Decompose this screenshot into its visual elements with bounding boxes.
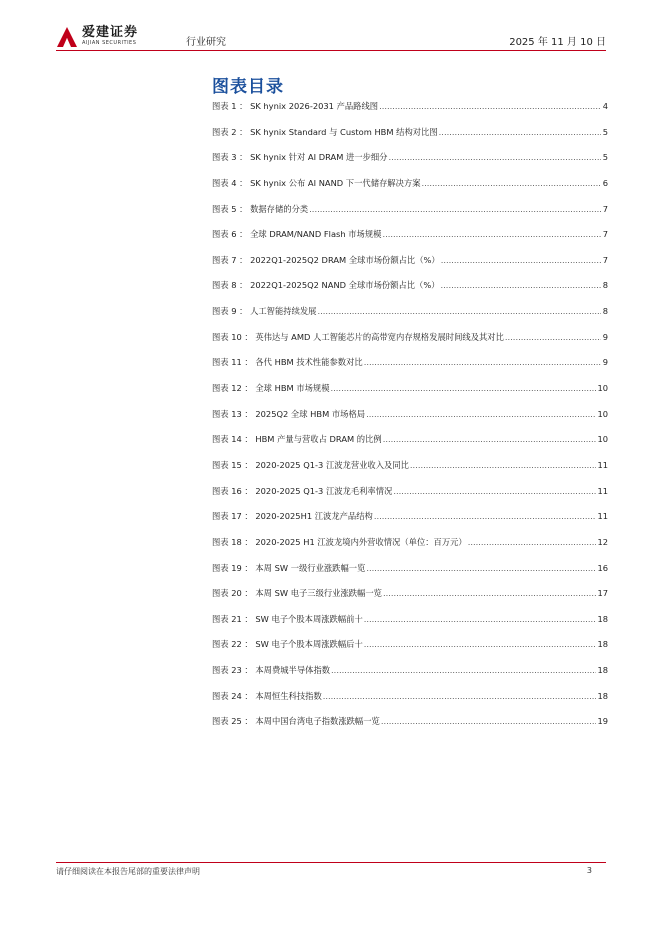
toc-entry-page: 18 bbox=[597, 639, 608, 650]
toc-entry-page: 10 bbox=[597, 408, 608, 419]
logo-mark-icon bbox=[56, 26, 78, 48]
toc-entry-label: 图表 24 ： 本周恒生科技指数 bbox=[212, 690, 322, 701]
toc-entry[interactable] bbox=[212, 634, 608, 660]
toc-entry[interactable] bbox=[212, 506, 608, 532]
toc-dot-leader bbox=[309, 199, 601, 219]
legal-disclaimer-note: 请仔细阅读在本报告尾部的重要法律声明 bbox=[56, 867, 200, 876]
toc-entry-label: 图表 17 ： 2020-2025H1 江波龙产品结构 bbox=[212, 511, 373, 522]
toc-entry[interactable] bbox=[212, 327, 608, 353]
report-date: 2025 年 11 月 10 日 bbox=[509, 37, 606, 48]
toc-dot-leader bbox=[364, 352, 601, 372]
toc-entry[interactable] bbox=[212, 352, 608, 378]
toc-dot-leader bbox=[364, 609, 597, 629]
toc-entry-label: 图表 3 ： SK hynix 针对 AI DRAM 进一步细分 bbox=[212, 152, 388, 163]
toc-entry[interactable] bbox=[212, 711, 608, 737]
toc-entry[interactable] bbox=[212, 404, 608, 430]
toc-dot-leader bbox=[441, 250, 601, 270]
toc-entry[interactable] bbox=[212, 301, 608, 327]
toc-dot-leader bbox=[381, 711, 597, 731]
toc-entry-label: 图表 20 ： 本周 SW 电子三级行业涨跌幅一览 bbox=[212, 588, 382, 599]
toc-entry-page: 9 bbox=[602, 331, 608, 342]
toc-entry[interactable] bbox=[212, 199, 608, 225]
toc-dot-leader bbox=[317, 301, 601, 321]
page-footer bbox=[56, 862, 606, 882]
toc-entry-label: 图表 19 ： 本周 SW 一级行业涨跌幅一览 bbox=[212, 562, 366, 573]
toc-entry-label: 图表 25 ： 本周中国台湾电子指数涨跌幅一览 bbox=[212, 716, 380, 727]
toc-entry[interactable] bbox=[212, 455, 608, 481]
toc-entry-page: 11 bbox=[597, 459, 608, 470]
toc-entry-label: 图表 23 ： 本周费城半导体指数 bbox=[212, 665, 331, 676]
toc-dot-leader bbox=[422, 173, 602, 193]
toc-dot-leader bbox=[382, 224, 601, 244]
toc-entry-label: 图表 8 ： 2022Q1-2025Q2 NAND 全球市场份额占比（%） bbox=[212, 280, 440, 291]
toc-dot-leader bbox=[505, 327, 601, 347]
toc-dot-leader bbox=[383, 429, 597, 449]
toc-dot-leader bbox=[364, 634, 597, 654]
toc-dot-leader bbox=[410, 455, 597, 475]
toc-entry-label: 图表 5 ： 数据存储的分类 bbox=[212, 203, 309, 214]
toc-entry-page: 8 bbox=[602, 306, 608, 317]
company-logo bbox=[56, 26, 138, 48]
toc-entry-label: 图表 15 ： 2020-2025 Q1-3 江波龙营业收入及同比 bbox=[212, 459, 409, 470]
toc-dot-leader bbox=[388, 147, 601, 167]
toc-dot-leader bbox=[383, 583, 596, 603]
toc-entry-label: 图表 14 ： HBM 产量与营收占 DRAM 的比例 bbox=[212, 434, 382, 445]
toc-entry-label: 图表 12 ： 全球 HBM 市场规模 bbox=[212, 383, 330, 394]
toc-entry-label: 图表 13 ： 2025Q2 全球 HBM 市场格局 bbox=[212, 408, 366, 419]
toc-entry-label: 图表 2 ： SK hynix Standard 与 Custom HBM 结构对比图 bbox=[212, 126, 438, 137]
report-section-label: 行业研究 bbox=[186, 37, 226, 48]
toc-dot-leader bbox=[331, 378, 597, 398]
toc-entry-label: 图表 16 ： 2020-2025 Q1-3 江波龙毛利率情况 bbox=[212, 485, 393, 496]
toc-entry-label: 图表 9 ： 人工智能持续发展 bbox=[212, 306, 317, 317]
toc-entry[interactable] bbox=[212, 481, 608, 507]
toc-entry-page: 7 bbox=[602, 229, 608, 240]
toc-entry-page: 19 bbox=[597, 716, 608, 727]
header-divider bbox=[56, 50, 606, 51]
toc-entry-page: 7 bbox=[602, 203, 608, 214]
toc-entry-page: 12 bbox=[597, 536, 608, 547]
toc-entry-page: 5 bbox=[602, 152, 608, 163]
toc-entry[interactable] bbox=[212, 532, 608, 558]
toc-entry-label: 图表 11 ： 各代 HBM 技术性能参数对比 bbox=[212, 357, 363, 368]
toc-dot-leader bbox=[366, 558, 596, 578]
toc-entry[interactable] bbox=[212, 583, 608, 609]
toc-entry[interactable] bbox=[212, 609, 608, 635]
toc-entry-label: 图表 18 ： 2020-2025 H1 江波龙境内外营收情况（单位：百万元） bbox=[212, 536, 467, 547]
toc-entry-label: 图表 4 ： SK hynix 公布 AI NAND 下一代储存解决方案 bbox=[212, 177, 421, 188]
footer-divider bbox=[56, 862, 606, 863]
toc-dot-leader bbox=[468, 532, 597, 552]
toc-dot-leader bbox=[366, 404, 596, 424]
toc-entry-page: 9 bbox=[602, 357, 608, 368]
toc-dot-leader bbox=[374, 506, 597, 526]
page-header bbox=[56, 26, 606, 54]
toc-entry-page: 11 bbox=[597, 485, 608, 496]
toc-entry[interactable] bbox=[212, 96, 608, 122]
toc-entry-page: 18 bbox=[597, 613, 608, 624]
toc-entry-page: 4 bbox=[602, 101, 608, 111]
toc-entry-page: 8 bbox=[602, 280, 608, 291]
toc-entry-label: 图表 1 ： SK hynix 2026-2031 产品路线图 bbox=[212, 101, 379, 111]
toc-entry-page: 18 bbox=[597, 690, 608, 701]
toc-entry[interactable] bbox=[212, 224, 608, 250]
toc-entry-page: 18 bbox=[597, 665, 608, 676]
toc-entry[interactable] bbox=[212, 122, 608, 148]
toc-entry-label: 图表 22 ： SW 电子个股本周涨跌幅后十 bbox=[212, 639, 363, 650]
toc-entry-label: 图表 10 ： 英伟达与 AMD 人工智能芯片的高带宽内存规格发展时间线及其对比 bbox=[212, 331, 504, 342]
toc-entry-page: 10 bbox=[597, 434, 608, 445]
toc-dot-leader bbox=[441, 275, 601, 295]
page-number: 3 bbox=[586, 866, 592, 875]
toc-entry[interactable] bbox=[212, 378, 608, 404]
toc-entry-page: 11 bbox=[597, 511, 608, 522]
toc-entry[interactable] bbox=[212, 558, 608, 584]
toc-dot-leader bbox=[331, 660, 596, 680]
toc-entry[interactable] bbox=[212, 173, 608, 199]
logo-english-name: AIJIAN SECURITIES bbox=[82, 40, 137, 46]
toc-entry-page: 10 bbox=[597, 383, 608, 394]
toc-entry-label: 图表 21 ： SW 电子个股本周涨跌幅前十 bbox=[212, 613, 363, 624]
toc-entry-page: 7 bbox=[602, 254, 608, 265]
toc-entry[interactable] bbox=[212, 429, 608, 455]
toc-entry-page: 17 bbox=[597, 588, 608, 599]
toc-entry-page: 6 bbox=[602, 177, 608, 188]
toc-dot-leader bbox=[323, 686, 597, 706]
toc-dot-leader bbox=[393, 481, 596, 501]
toc-entry[interactable] bbox=[212, 275, 608, 301]
toc-dot-leader bbox=[379, 96, 601, 116]
toc-entry-label: 图表 7 ： 2022Q1-2025Q2 DRAM 全球市场份额占比（%） bbox=[212, 254, 440, 265]
toc-entry-page: 16 bbox=[597, 562, 608, 573]
toc-title: 图表目录 bbox=[212, 77, 284, 97]
figure-table-of-contents bbox=[212, 96, 608, 737]
toc-entry[interactable] bbox=[212, 147, 608, 173]
toc-entry-page: 5 bbox=[602, 126, 608, 137]
toc-entry[interactable] bbox=[212, 660, 608, 686]
toc-entry-label: 图表 6 ： 全球 DRAM/NAND Flash 市场规模 bbox=[212, 229, 382, 240]
toc-dot-leader bbox=[439, 122, 601, 142]
logo-chinese-name: 爱建证券 bbox=[82, 25, 139, 40]
toc-entry[interactable] bbox=[212, 250, 608, 276]
toc-entry[interactable] bbox=[212, 686, 608, 712]
